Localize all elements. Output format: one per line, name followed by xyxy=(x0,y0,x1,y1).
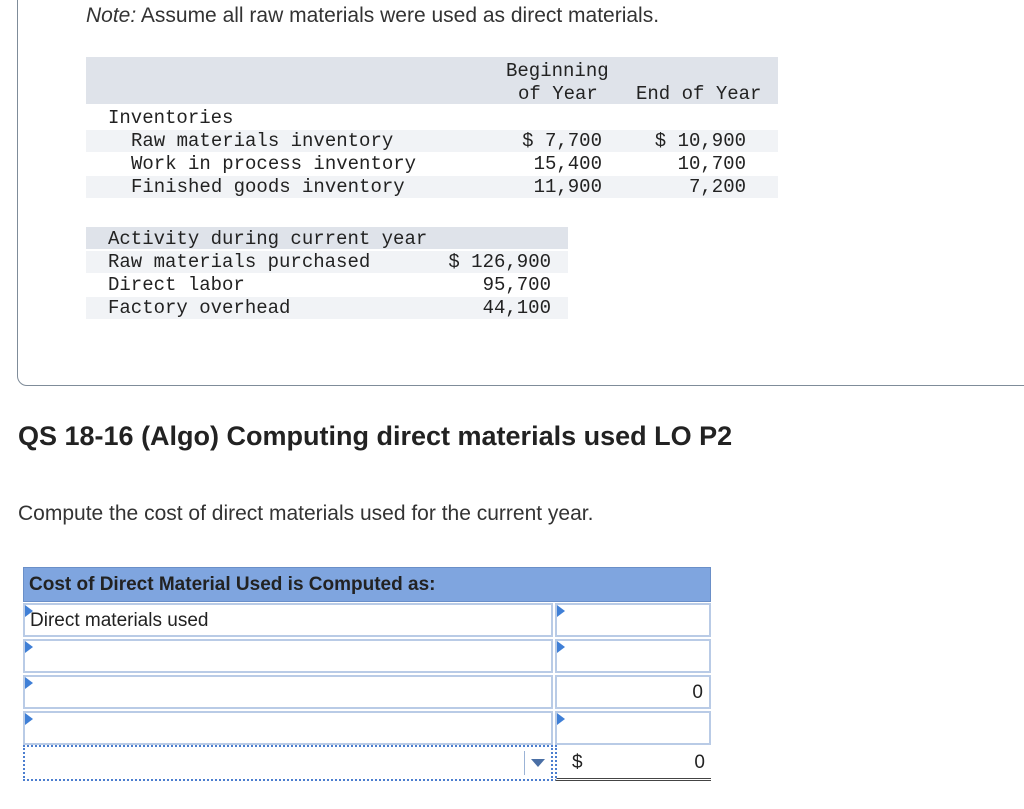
answer-table-header-label: Cost of Direct Material Used is Computed as: xyxy=(29,574,436,595)
activity-row-label: Raw materials purchased xyxy=(108,251,371,273)
label-input[interactable] xyxy=(23,711,553,745)
amount-input[interactable] xyxy=(555,603,711,637)
inventory-row-end: 7,200 xyxy=(688,176,746,198)
activity-row-label: Factory overhead xyxy=(108,297,291,319)
inventories-heading: Inventories xyxy=(108,107,234,129)
question-title: QS 18-16 (Algo) Computing direct materials used LO P2 xyxy=(18,421,733,451)
amount-input[interactable] xyxy=(555,639,711,673)
total-amount xyxy=(555,745,711,781)
total-label-dropdown[interactable] xyxy=(23,745,553,781)
answer-table-header xyxy=(23,567,711,602)
col-beginning-line2: of Year xyxy=(518,83,598,105)
cell-indicator-icon xyxy=(557,713,565,725)
note-body: Assume all raw materials were used as direct materials. xyxy=(136,4,660,27)
activity-row-label: Direct labor xyxy=(108,274,245,296)
total-amount-value: 0 xyxy=(694,752,705,773)
label-input[interactable] xyxy=(23,675,553,709)
activity-row-value: $ 126,900 xyxy=(448,251,551,273)
cell-indicator-icon xyxy=(557,605,565,617)
amount-computed-value: 0 xyxy=(692,682,703,703)
question-prompt: Compute the cost of direct materials used for the current year. xyxy=(18,502,594,525)
inventory-row-label: Finished goods inventory xyxy=(131,176,405,198)
col-beginning-line1: Beginning xyxy=(506,60,609,82)
cell-indicator-icon xyxy=(25,713,33,725)
label-input-value: Direct materials used xyxy=(30,610,209,631)
label-input[interactable] xyxy=(23,639,553,673)
inventory-row-label: Raw materials inventory xyxy=(131,130,394,152)
inventory-row-label: Work in process inventory xyxy=(131,153,417,175)
cell-indicator-icon xyxy=(25,641,33,653)
col-end-of-year: End of Year xyxy=(636,83,762,105)
cell-indicator-icon xyxy=(557,641,565,653)
note-text xyxy=(86,4,659,28)
activity-heading: Activity during current year xyxy=(108,228,428,250)
inventory-row-end: $ 10,900 xyxy=(654,130,746,152)
note-prefix: Note: xyxy=(86,4,137,27)
cell-indicator-icon xyxy=(25,677,33,689)
inventory-row-end: 10,700 xyxy=(677,153,746,175)
total-currency: $ xyxy=(572,752,583,773)
chevron-down-icon[interactable] xyxy=(531,759,545,767)
inventory-row-beginning: 15,400 xyxy=(533,153,602,175)
inventory-row-beginning: $ 7,700 xyxy=(522,130,602,152)
dropdown-divider xyxy=(524,751,525,775)
amount-computed xyxy=(555,675,711,709)
inventory-row-beginning: 11,900 xyxy=(533,176,602,198)
label-input[interactable] xyxy=(23,603,553,637)
activity-row-value: 95,700 xyxy=(482,274,551,296)
amount-input[interactable] xyxy=(555,711,711,745)
activity-row-value: 44,100 xyxy=(482,297,551,319)
